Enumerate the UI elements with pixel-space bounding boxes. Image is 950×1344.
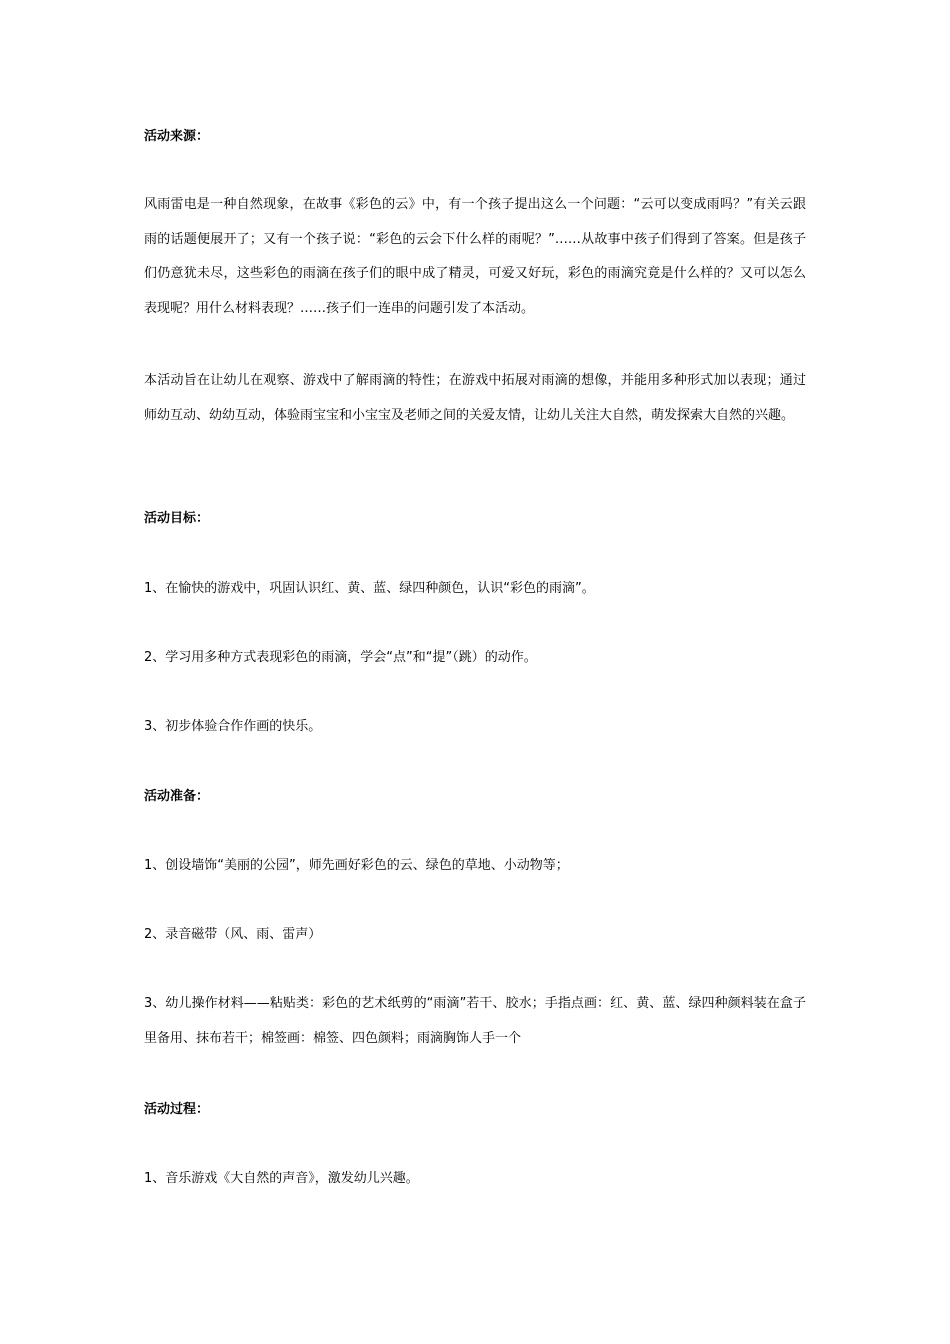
goal-item-3: 3、初步体验合作作画的快乐。: [144, 719, 322, 734]
goals-heading: 活动目标：: [144, 511, 210, 526]
goal-item-2: 2、学习用多种方式表现彩色的雨滴，学会“点”和“提”（跳）的动作。: [144, 650, 537, 665]
preparation-item-1: 1、创设墙饰“美丽的公园”，师先画好彩色的云、绿色的草地、小动物等；: [144, 858, 569, 873]
preparation-item-3: 3、幼儿操作材料——粘贴类：彩色的艺术纸剪的“雨滴”若干、胶水；手指点画：红、黄、蓝、绿四种颜料装在盒子里备用、抹布若干；棉签画：棉签、四色颜料；雨滴胸饰人手一个: [144, 996, 806, 1046]
goal-item-1: 1、在愉快的游戏中，巩固认识红、黄、蓝、绿四种颜色，认识“彩色的雨滴”。: [144, 581, 595, 596]
preparation-heading: 活动准备：: [144, 789, 210, 804]
process-item-1: 1、音乐游戏《大自然的声音》，激发幼儿兴趣。: [144, 1171, 419, 1186]
process-heading: 活动过程：: [144, 1102, 210, 1117]
source-paragraph-1: 风雨雷电是一种自然现象，在故事《彩色的云》中，有一个孩子提出这么一个问题：“云可以变成雨吗？”有关云跟雨的话题便展开了；又有一个孩子说：“彩色的云会下什么样的雨呢？”……从故事中孩子们得到了答案。但是孩子们仍意犹未尽，这些彩色的雨滴在孩子们的眼中成了精灵，可爱又好玩，彩色的雨滴究竟是什么样的？又可以怎么表现呢？用什么材料表现？……孩子们一连串的问题引发了本活动。: [144, 197, 806, 316]
source-heading: 活动来源：: [144, 129, 210, 144]
source-paragraph-2: 本活动旨在让幼儿在观察、游戏中了解雨滴的特性；在游戏中拓展对雨滴的想像，并能用多种形式加以表现；通过师幼互动、幼幼互动，体验雨宝宝和小宝宝及老师之间的关爱友情，让幼儿关注大自然，萌发探索大自然的兴趣。: [144, 373, 806, 423]
preparation-item-2: 2、录音磁带（风、雨、雷声）: [144, 927, 322, 942]
